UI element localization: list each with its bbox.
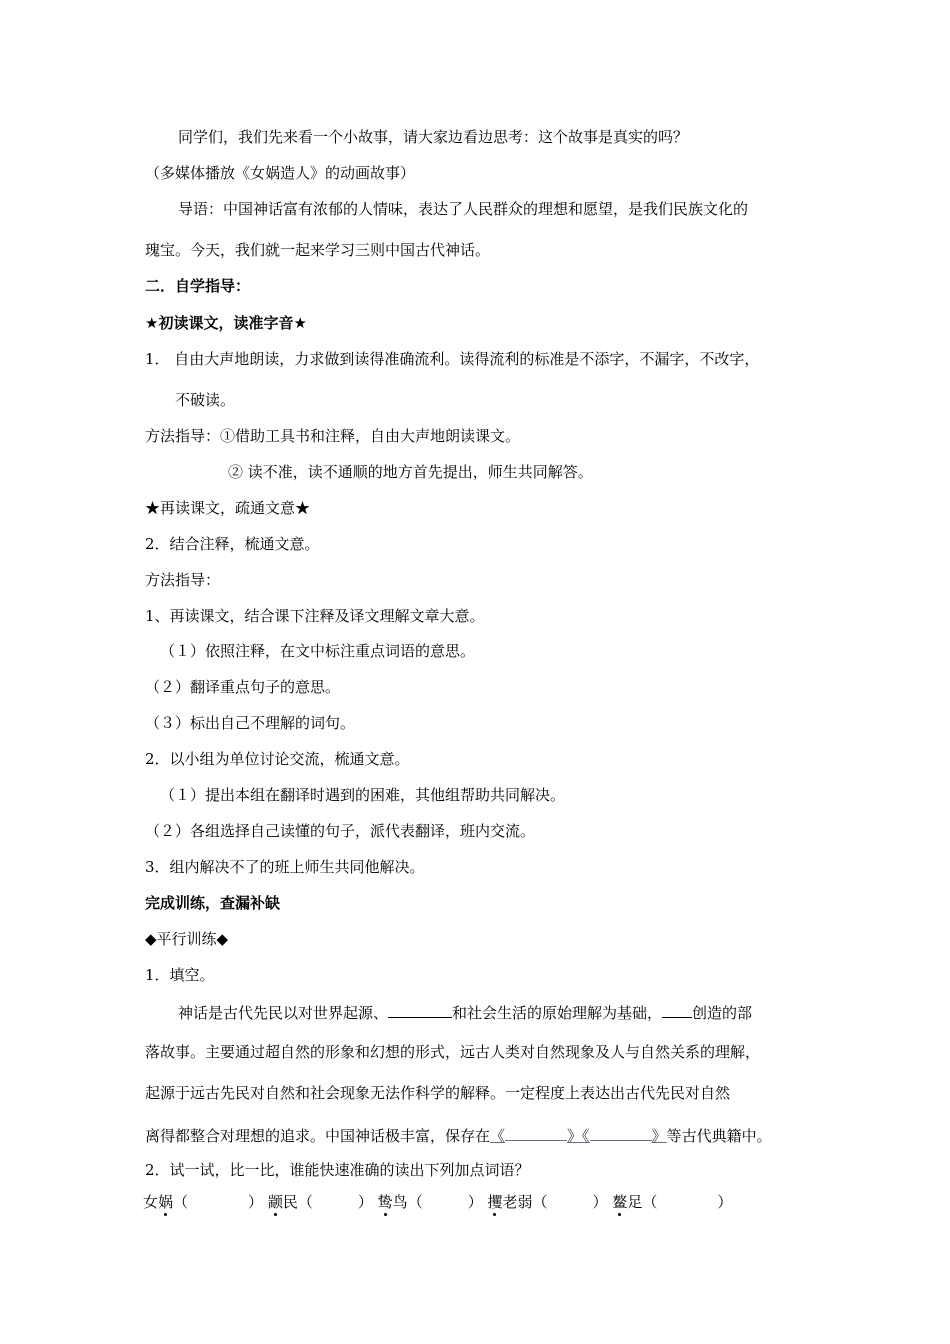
answer-paren[interactable]: （ ）	[173, 1193, 264, 1211]
blank-field-2[interactable]	[662, 1001, 692, 1018]
dotted-char: 鸷	[377, 1193, 393, 1211]
guide-subitem-5: （２）各组选择自己读懂的句子，派代表翻译，班内交流。	[145, 822, 536, 840]
step-2: 2．结合注释，梳通文意。	[145, 535, 320, 553]
blank-field-book-1[interactable]	[505, 1124, 567, 1141]
fill-blank-line-2: 落故事。主要通过超自然的形象和幻想的形式，远古人类对自然现象及人与自然关系的理解，	[145, 1043, 761, 1061]
fill-text-a: 神话是古代先民以对世界起源、	[178, 1004, 389, 1022]
guide-subitem-3: （３）标出自己不理解的词句。	[145, 714, 356, 732]
answer-paren[interactable]: （ ）	[407, 1193, 483, 1211]
section-heading-self-study: 二．自学指导：	[145, 277, 251, 295]
fill-blank-line-3: 起源于远古先民对自然和社会现象无法作科学的解释。一定程度上表达出古代先民对自然	[145, 1084, 731, 1102]
subheading-parallel-training: ◆平行训练◆	[145, 930, 229, 948]
lead-in-line-1: 导语：中国神话富有浓郁的人情味，表达了人民群众的理想和愿望，是我们民族文化的	[178, 200, 749, 218]
pronunciation-words	[143, 1192, 732, 1212]
lead-in-line-2: 瑰宝。今天，我们就一起来学习三则中国古代神话。	[145, 241, 491, 259]
fill-blank-line-1	[178, 1001, 752, 1023]
section-heading-training: 完成训练，查漏补缺	[145, 894, 281, 912]
intro-question: 同学们，我们先来看一个小故事，请大家边看边思考：这个故事是真实的吗？	[178, 128, 689, 146]
guide-subitem-4: （１）提出本组在翻译时遇到的困难，其他组帮助共同解决。	[160, 786, 566, 804]
step-1-line-1: 1． 自由大声地朗读，力求做到读得准确流利。读得流利的标准是不添字，不漏字，不改字，	[145, 350, 760, 368]
dotted-char: 攫	[487, 1193, 503, 1211]
guide-item-2: 2．以小组为单位讨论交流，梳通文意。	[145, 750, 410, 768]
subheading-first-reading: ★初读课文，读准字音★	[145, 314, 307, 332]
subheading-second-reading: ★再读课文，疏通文意★	[145, 499, 311, 517]
guide-item-1: 1、再读课文，结合课下注释及译文理解文章大意。	[145, 607, 485, 625]
guide-item-3: 3．组内解决不了的班上师生共同他解决。	[145, 858, 425, 876]
blank-field-1[interactable]	[388, 1001, 452, 1018]
word-item-2: 颛民（ ）	[267, 1193, 373, 1211]
dotted-char: 娲	[158, 1193, 174, 1211]
exercise-2-title: 2．试一试，比一比，谁能快速准确的读出下列加点词语？	[145, 1161, 530, 1179]
guide-subitem-2: （２）翻译重点句子的意思。	[145, 678, 341, 696]
answer-paren[interactable]: （ ）	[532, 1193, 608, 1211]
word-item-3: 鸷鸟（ ）	[377, 1193, 483, 1211]
fill-blank-line-4	[145, 1124, 772, 1146]
answer-paren[interactable]: （ ）	[642, 1193, 733, 1211]
dotted-char: 颛	[267, 1193, 283, 1211]
multimedia-note: （多媒体播放《女娲造人》的动画故事）	[145, 164, 416, 182]
dotted-char: 鳌	[612, 1193, 628, 1211]
fill-text-d: 离得都整合对理想的追求。中国神话极丰富，保存在	[145, 1127, 491, 1145]
word-item-5: 鳌足（ ）	[612, 1193, 733, 1211]
exercise-1-title: 1．填空。	[145, 966, 215, 984]
method-guide-2: ② 读不准，读不通顺的地方首先提出，师生共同解答。	[228, 463, 593, 481]
step-1-line-2: 不破读。	[175, 391, 236, 409]
fill-text-c: 创造的部	[692, 1004, 753, 1022]
book-title-close: 》	[651, 1127, 667, 1145]
book-title-mid: 》《	[567, 1127, 590, 1145]
word-item-1: 女娲（ ）	[143, 1193, 264, 1211]
fill-text-b: 和社会生活的原始理解为基础，	[452, 1004, 663, 1022]
book-title-open: 《	[490, 1127, 506, 1145]
word-item-4: 攫老弱（ ）	[487, 1193, 608, 1211]
blank-field-book-2[interactable]	[590, 1124, 652, 1141]
guide-subitem-1: （１）依照注释，在文中标注重点词语的意思。	[160, 642, 476, 660]
fill-text-e: 等古代典籍中。	[666, 1127, 772, 1145]
method-guide-1: 方法指导：①借助工具书和注释，自由大声地朗读课文。	[145, 427, 521, 445]
method-guide-heading: 方法指导：	[145, 571, 221, 589]
answer-paren[interactable]: （ ）	[297, 1193, 373, 1211]
